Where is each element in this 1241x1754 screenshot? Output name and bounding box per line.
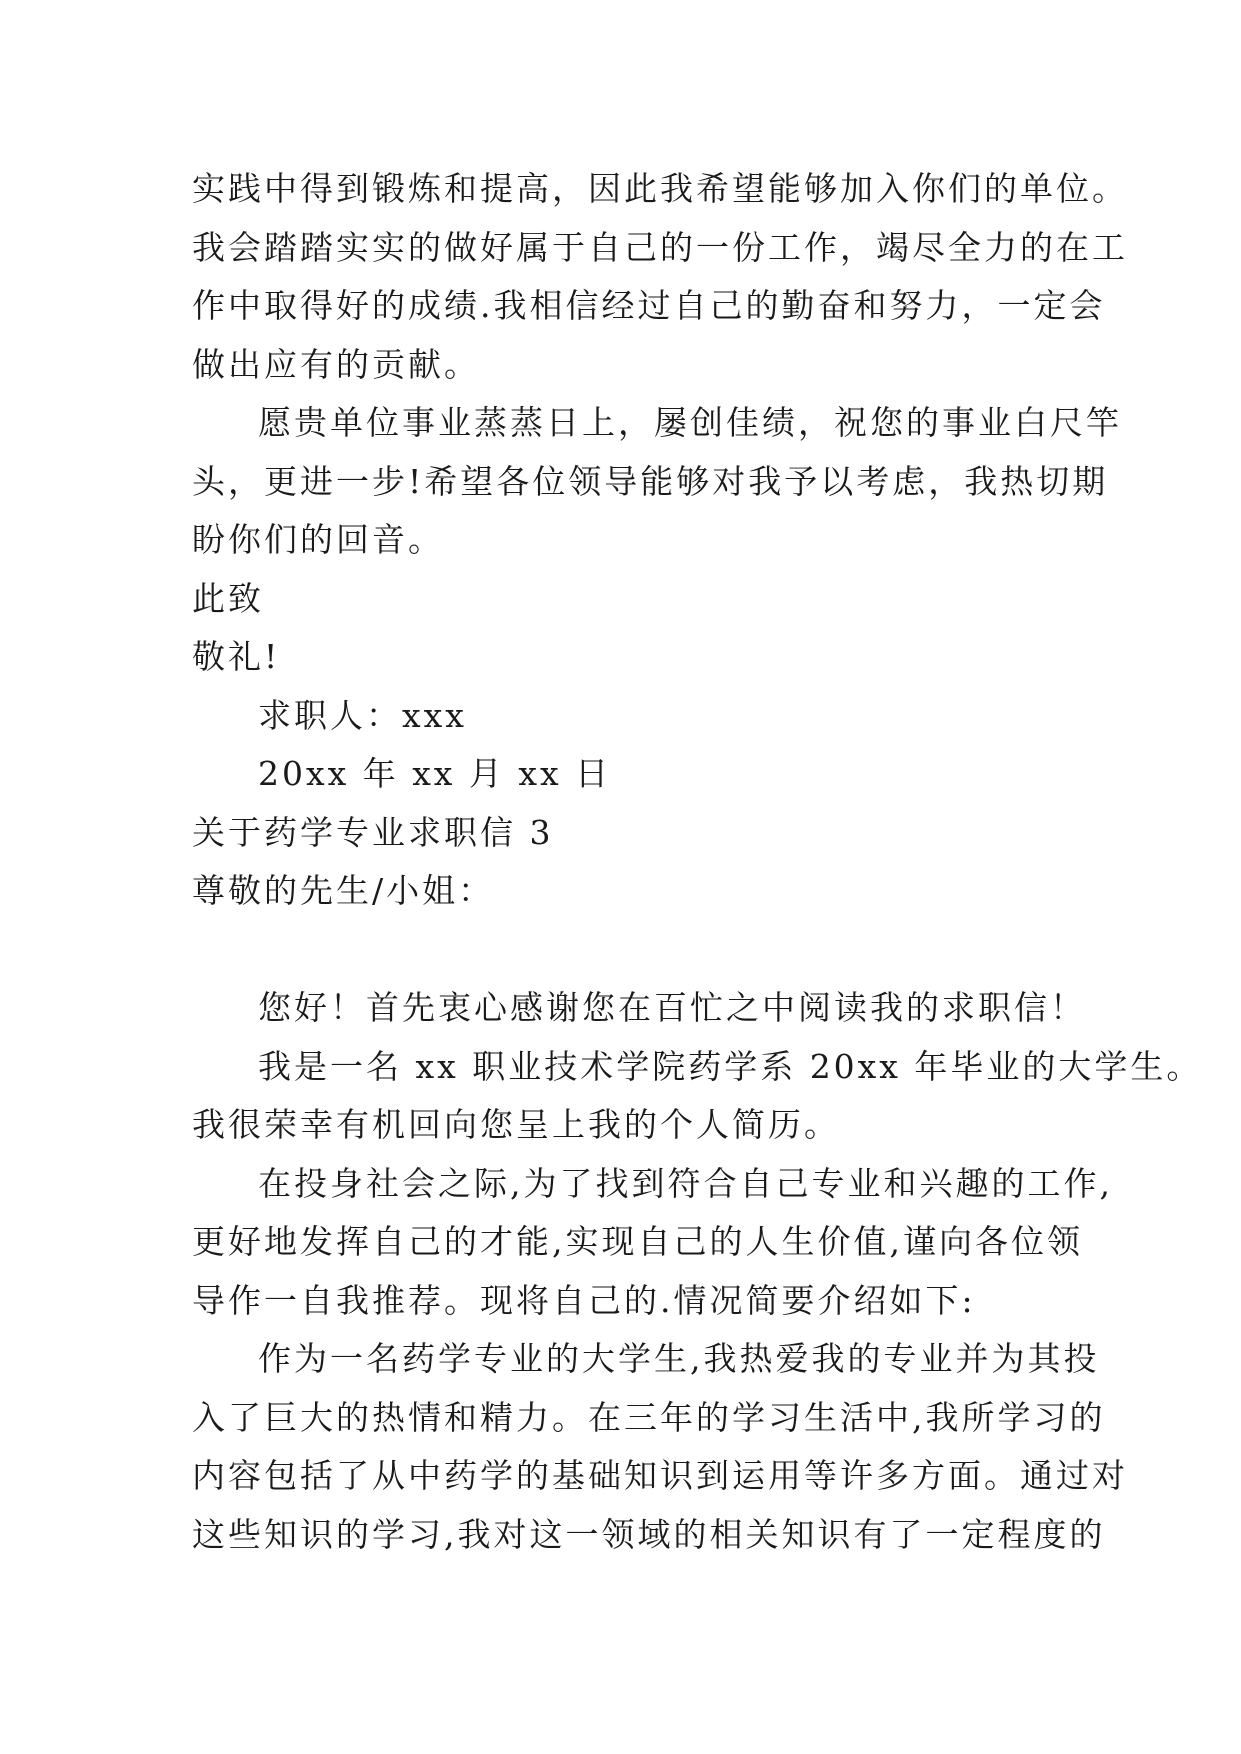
- text-line: 做出应有的贡献。: [192, 344, 480, 384]
- text-line: 头，更进一步!希望各位领导能够对我予以考虑，我热切期: [192, 461, 1109, 501]
- text-line: 实践中得到锻炼和提高，因此我希望能够加入你们的单位。: [192, 169, 1128, 208]
- text-line: 入了巨大的热情和精力。在三年的学习生活中,我所学习的: [192, 1397, 1106, 1437]
- closing-salutation: 此致: [192, 578, 264, 618]
- signature-applicant: 求职人：xxx: [258, 695, 467, 735]
- text-line: 内容包括了从中药学的基础知识到运用等许多方面。通过对: [192, 1456, 1128, 1495]
- text-line: 我会踏踏实实的做好属于自己的一份工作，竭尽全力的在工: [192, 227, 1128, 267]
- closing-regards: 敬礼!: [192, 637, 281, 676]
- text-line: 这些知识的学习,我对这一领域的相关知识有了一定程度的: [192, 1514, 1106, 1554]
- text-line: 愿贵单位事业蒸蒸日上，屡创佳绩，祝您的事业白尺竿: [258, 403, 1122, 442]
- text-line: 您好！首先衷心感谢您在百忙之中阅读我的求职信！: [258, 988, 1086, 1027]
- signature-date: 20xx 年 xx 月 xx 日: [258, 754, 612, 793]
- text-line: 在投身社会之际,为了找到符合自己专业和兴趣的工作,: [258, 1163, 1113, 1203]
- text-line: 作中取得好的成绩.我相信经过自己的勤奋和努力，一定会: [192, 286, 1106, 325]
- text-line: 更好地发挥自己的才能,实现自己的人生价值,谨向各位领: [192, 1222, 1083, 1261]
- text-line: 作为一名药学专业的大学生,我热爱我的专业并为其投: [258, 1339, 1100, 1378]
- letter-body: [192, 160, 1203, 1564]
- text-line: 我很荣幸有机回向您呈上我的个人简历。: [192, 1105, 840, 1144]
- greeting: 尊敬的先生/小姐：: [192, 871, 495, 910]
- blank-line: [192, 921, 1072, 980]
- text-line: 导作一自我推荐。现将自己的.情况简要介绍如下:: [192, 1280, 976, 1320]
- section-heading: 关于药学专业求职信 3: [192, 812, 554, 852]
- text-line: 盼你们的回音。: [192, 520, 444, 559]
- text-line: 我是一名 xx 职业技术学院药学系 20xx 年毕业的大学生。: [258, 1046, 1203, 1086]
